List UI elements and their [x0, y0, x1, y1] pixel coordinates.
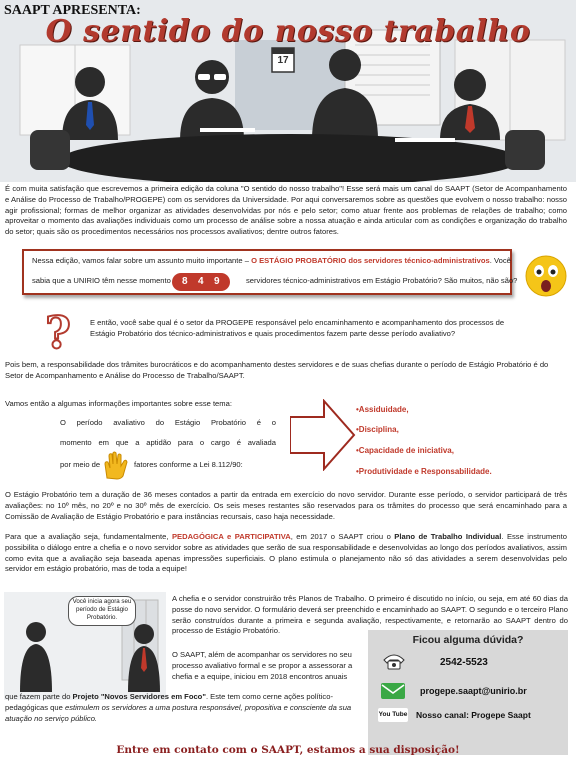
accompany-line: chefia e a equipe, iniciou em 2018 encontros anuais — [172, 671, 348, 681]
intro-paragraph: É com muita satisfação que escrevemos a primeira edição da coluna "O sentido do nosso trabalho"! Esse será mais um canal do SAAPT (Setor de Acompanhamento e Análise do Processo de Trabalho/PROGEPE) com os servidores da Universidade. Por aqui conversaremos sobre as questões que evolvem o nosso trabalho: nosso agir profissional; formas de melhor organizar as atividades desenvolvidas por nós e pelo setor; como atuar frente aos problemas de relações de trabalho; como aproveitar o momento das avaliações individuais como um processo de análise sobre a nossa atuação e ainda articular com as condições e organização do trabalho do setor; quais são os procedimentos necessários nos processos avaliativos; dentre outros fatores. — [5, 184, 567, 237]
accompany-paragraph: que fazem parte do Projeto "Novos Servidores em Foco". Este tem como cerne ações político- pedagógicas que estimulem os servidores a uma postura responsável, propositiva e consciente da sua atuação no serviço público. — [5, 692, 352, 723]
note-line-2-start: sabia que a UNIRIO têm nesse momento — [32, 276, 171, 285]
definition-line-1: O período avaliativo do Estágio Probatório é o — [60, 418, 276, 427]
five-fingers-hand-icon — [100, 450, 130, 480]
surprised-emoji-icon — [524, 254, 568, 298]
email-icon — [380, 682, 406, 700]
factor-item: •Produtividade e Responsabilidade. — [356, 467, 492, 476]
plan-bold: Plano de Trabalho Individual — [394, 532, 502, 541]
phone-number[interactable]: 2542-5523 — [440, 657, 488, 668]
question-mark-icon — [40, 310, 76, 354]
factor-item: •Assiduidade, — [356, 405, 409, 414]
note-line-2-end: servidores técnico-administrativos em Estágio Probatório? São muitos, não são? — [246, 276, 518, 285]
accompany-column — [172, 650, 362, 682]
page-title: O sentido do nosso trabalho — [45, 14, 531, 49]
accompany-italic: estimulem os servidores a uma postura responsável, propositiva e consciente da sua atuação no serviço público. — [5, 702, 352, 723]
counter-digit: 9 — [214, 276, 220, 287]
contact-heading: Ficou alguma dúvida? — [412, 634, 524, 646]
channel-link[interactable]: Nosso canal: Progepe Saapt — [416, 710, 531, 720]
header-illustration — [0, 0, 576, 182]
factor-item: •Capacidade de iniciativa, — [356, 446, 454, 455]
svg-text:?: ? — [45, 310, 71, 354]
email-link[interactable]: progepe.saapt@unirio.br — [420, 686, 527, 696]
office-illustration — [4, 592, 166, 700]
brand-label: SAAPT APRESENTA: — [4, 3, 141, 18]
note-line-1: Nessa edição, vamos falar sobre um assunto muito importante – O ESTÁGIO PROBATÓRIO dos servidores técnico-administrativos. Você — [32, 256, 511, 265]
accompany-line: O SAAPT, além de acompanhar os servidores no seu — [172, 650, 352, 659]
calendar-day: 17 — [277, 55, 289, 66]
project-name: Projeto "Novos Servidores em Foco" — [72, 692, 206, 701]
definition-line-3-start: por meio de — [60, 460, 101, 469]
plans-paragraph: A chefia e o servidor construirão três Planos de Trabalho. O primeiro é discutido no início, ou seja, em até 60 dias da posse do novo servidor. O formulário deverá ser preenchido e encaminhado ao SAAPT. O segundo e o terceiro Plano serão construídos durante a primeira e segunda avaliação, respectivamente, e retornarão ao SAAPT dentro do processo de Estágio Probatório. — [172, 594, 568, 636]
right-arrow-icon — [290, 399, 356, 471]
counter-badge — [172, 273, 230, 291]
plan-highlight: PEDAGÓGICA e PARTICIPATIVA — [171, 532, 291, 541]
plan-paragraph: Para que a avaliação seja, fundamentalmente, PEDAGÓGICA e PARTICIPATIVA, em 2017 o SAAPT criou o Plano de Trabalho Individual. Esse instrumento possibilita o diálogo entre a chefia e o novo servidor sobre as atividades que serão de sua responsabilidade e desenvolvidas ao longo dos períodos avaliativos, assim como evita que a avaliação seja baseada apenas impressões superficiais. O plano estimula o planejamento não só das atividades a serem desenvolvidas pelo servidor em estágio probatório, mas de toda a equipe! — [5, 532, 567, 574]
duration-paragraph: O Estágio Probatório tem a duração de 36 meses contados a partir da entrada em exercício do novo servidor. Durante esse período, o servidor participará de três avaliações: no 10º mês, no 20º e no 30º mês de exercício. Os seis meses restantes são reservados para os trâmites do processo que será encaminhado para a Comissão de Avaliação de Estágio Probatório e para instâncias recursais, caso haja necessidade. — [5, 490, 567, 521]
counter-digit: 8 — [182, 276, 188, 287]
note-box — [22, 249, 518, 295]
speech-bubble: Você inicia agora seu período de Estágio Probatório. — [68, 596, 136, 626]
accompany-line: processo avaliativo formal e se propor a assessorar a — [172, 660, 353, 670]
contact-box — [368, 630, 568, 755]
responsibility-paragraph: Pois bem, a responsabilidade dos trâmites burocráticos e do acompanhamento destes servidores e de suas chefias durante o período de Estágio Probatório é do Setor de Acompanhamento e Análise do Processo de Trabalho/SAAPT. — [5, 360, 549, 380]
definition-line-2: momento em que a aptidão para o cargo é avaliada — [60, 438, 276, 447]
definition-line-3-end: fatores conforme a Lei 8.112/90: — [134, 460, 243, 469]
counter-digit: 4 — [198, 276, 204, 287]
youtube-icon: You Tube — [378, 708, 408, 722]
telephone-icon — [382, 652, 406, 670]
footer-callout: Entre em contato com o SAAPT, estamos a sua disposição! — [116, 744, 460, 756]
factor-item: •Disciplina, — [356, 425, 399, 434]
note-highlight: O ESTÁGIO PROBATÓRIO dos servidores técnico-administrativos — [251, 256, 490, 265]
info-intro: Vamos então a algumas informações importantes sobre esse tema: — [5, 399, 232, 408]
question-paragraph: E então, você sabe qual é o setor da PROGEPE responsável pelo encaminhamento e acompanhamento dos processos de Estágio Probatório dos técnico-administrativos e quais procedimentos fazem parte desse período avaliativo? — [90, 318, 505, 338]
